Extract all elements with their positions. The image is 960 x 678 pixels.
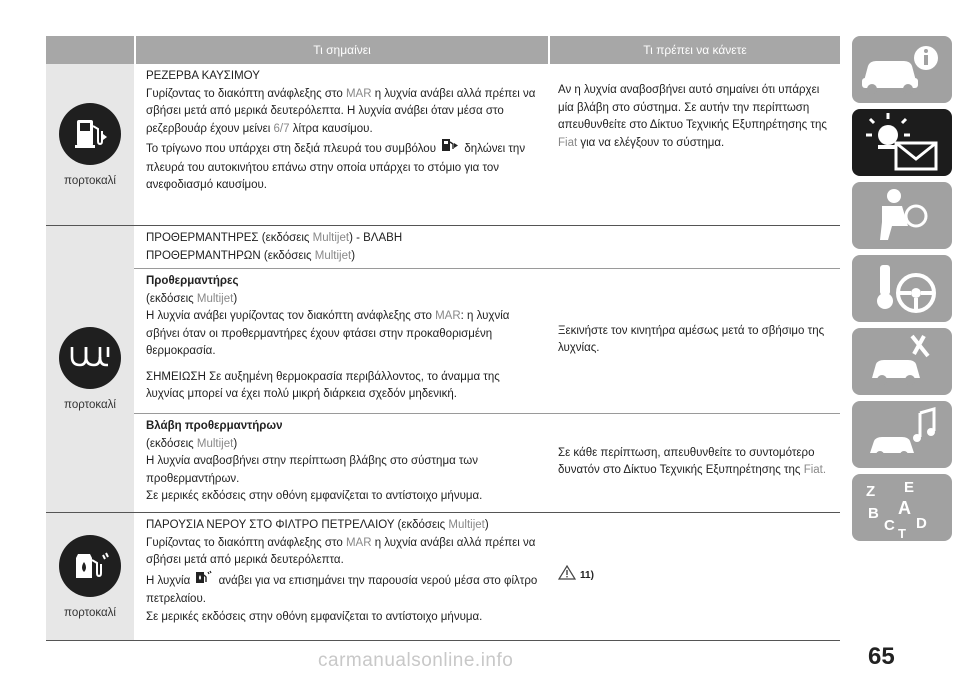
icon-cell [46,226,134,512]
car-info-icon [852,36,952,103]
section-heading: Βλάβη προθερμαντήρων [146,420,283,432]
color-label: πορτοκαλί [64,606,116,619]
sidebar-tab-index[interactable] [852,474,952,541]
sidebar-tab-driving[interactable] [852,255,952,322]
sidebar-tab-safety[interactable] [852,182,952,249]
warning-lights-table [46,36,840,641]
car-tools-icon [852,328,952,395]
warning-reference: 11) [558,565,594,587]
action-cell [546,226,840,268]
car-music-icon [852,401,952,468]
action-cell [546,513,840,640]
fuel-pump-inline-icon [441,138,459,160]
action-cell: Ξεκινήστε τον κινητήρα αμέσως μετά το σβήσιμο της λυχνίας. [558,324,825,354]
svg-text:C: C [884,517,895,534]
svg-text:A: A [898,498,911,518]
header-meaning: Τι σημαίνει [136,36,550,64]
meaning-cell: ΡΕΖΕΡΒΑ ΚΑΥΣΙΜΟΥ Γυρίζοντας το διακόπτη ανάφλεξης στο MAR η λυχνία ανάβει αλλά πρέπει να σβήσει μετά από μερικά δευτερόλεπτα. Η λυχνία ανάβει όταν μέσα στο ρεζερβουάρ έχουν μείνει 6/7 λίτρα καυσίμου. Το τρίγωνο που υπάρχει στη δεξιά πλευρά του συμβόλου δηλώνει την πλευρά του αυτοκινήτου επάνω στην οποία υπάρχει το στόμιο για τον ανεφοδιασμό καυσίμου. [134,64,546,225]
svg-text:Z: Z [866,483,876,500]
action-cell: Αν η λυχνία αναβοσβήνει αυτό σημαίνει ότι υπάρχει μία βλάβη στο σύστημα. Σε αυτήν την περίπτωση απευθυνθείτε στο Δίκτυο Τεχνικής Εξυπηρέτησης της Fiat για να ελέγξουν το σύστημα. [558,84,827,149]
meaning-cell: ΠΑΡΟΥΣΙΑ ΝΕΡΟΥ ΣΤΟ ΦΙΛΤΡΟ ΠΕΤΡΕΛΑΙΟΥ (εκδόσεις Multijet) Γυρίζοντας το διακόπτη ανάφλεξης στο MAR η λυχνία ανάβει αλλά πρέπει να σβήσει μετά από μερικά δευτερόλεπτα. Η λυχνία ανάβει για να επισημάνει την παρουσία νερού μέσα στο φίλτρο πετρελαίου. Σε μερικές εκδόσεις στην οθόνη εμφανίζεται το αντίστοιχο μήνυμα. [146,519,538,623]
warning-light-envelope-icon [852,109,952,176]
sidebar-tab-warning-lights[interactable] [852,109,952,176]
meaning-cell: Βλάβη προθερμαντήρων (εκδόσεις Multijet) Η λυχνία αναβοσβήνει στην περίπτωση βλάβης στο σύστημα των προθερμαντήρων. Σε μερικές εκδόσεις στην οθόνη εμφανίζεται το αντίστοιχο μήνυμα. [134,414,546,512]
svg-text:T: T [898,526,906,541]
note-text: ΣΗΜΕΙΩΣΗ Σε αυξημένη θερμοκρασία περιβάλλοντος, το άναμμα της λυχνίας μπορεί να έχει πολύ μικρή διάρκεια σχεδόν μηδενική. [146,370,500,400]
table-row [46,64,840,226]
fuel-pump-icon [59,103,121,165]
meaning-cell: ΠΡΟΘΕΡΜΑΝΤΗΡΕΣ (εκδόσεις Multijet) - ΒΛΑΒΗ ΠΡΟΘΕΡΜΑΝΤΗΡΩΝ (εκδόσεις Multijet) [146,232,403,262]
table-header [46,36,840,64]
sidebar-tab-multimedia[interactable] [852,401,952,468]
glow-plug-icon [59,327,121,389]
action-cell: Σε κάθε περίπτωση, απευθυνθείτε το συντομότερο δυνατόν στο Δίκτυο Τεχνικής Εξυπηρέτησης της Fiat. [558,446,827,476]
airbag-person-icon [852,182,952,249]
watermark: carmanualsonline.info [318,650,514,671]
water-in-fuel-icon [59,535,121,597]
section-heading: Προθερμαντήρες [146,275,239,287]
table-row [46,226,840,513]
sidebar-tab-car-info[interactable] [852,36,952,103]
meaning-cell: Προθερμαντήρες (εκδόσεις Multijet) Η λυχνία ανάβει γυρίζοντας τον διακόπτη ανάφλεξης στο MAR: η λυχνία σβήνει όταν οι προθερμαντήρες έχουν φτάσει στην προκαθορισμένη θερμοκρασία. ΣΗΜΕΙΩΣΗ Σε αυξημένη θερμοκρασία περιβάλλοντος, το άναμμα της λυχνίας μπορεί να έχει πολύ μικρή διάρκεια σχεδόν μηδενική. [134,269,546,413]
color-label: πορτοκαλί [64,174,116,187]
svg-text:B: B [868,505,879,522]
warning-triangle-icon [558,565,576,587]
color-label: πορτοκαλί [64,399,116,411]
page-number: 65 [868,643,895,670]
header-blank-cell [46,36,136,64]
sidebar-tab-emergency[interactable] [852,328,952,395]
table-row [46,513,840,641]
icon-cell [46,513,134,640]
row-title: ΡΕΖΕΡΒΑ ΚΑΥΣΙΜΟΥ [146,70,260,82]
water-in-fuel-inline-icon [195,570,213,592]
svg-text:E: E [904,479,915,496]
svg-text:D: D [916,515,927,532]
header-action: Τι πρέπει να κάνετε [643,43,747,57]
key-steering-icon [852,255,952,322]
alphabet-index-icon [852,474,952,541]
icon-cell [46,64,134,225]
